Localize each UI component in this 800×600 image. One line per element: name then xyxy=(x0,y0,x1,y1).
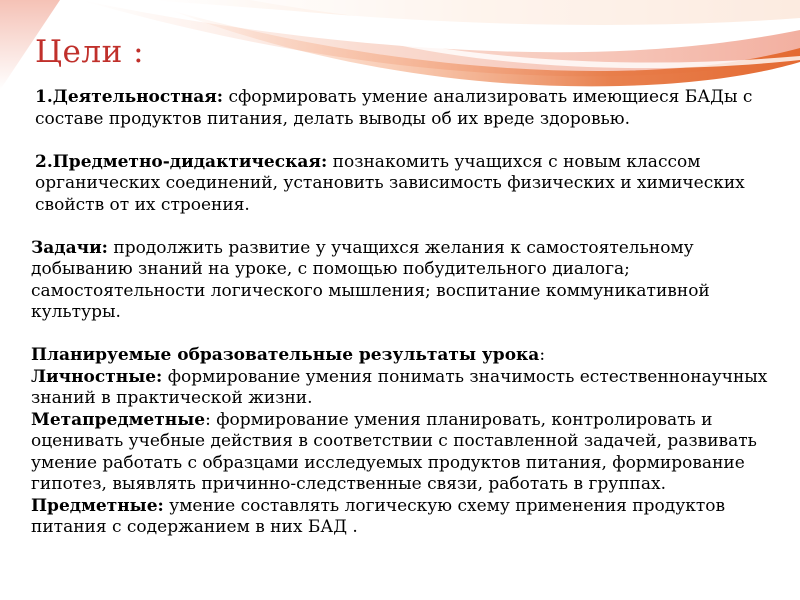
results-subject xyxy=(31,496,771,539)
goal-activity xyxy=(31,87,771,130)
results-heading-text: Планируемые образовательные результаты урока xyxy=(31,345,540,365)
results-heading xyxy=(31,345,771,367)
results-personal-text: формирование умения понимать значимость естественнонаучных знаний в практической жизни. xyxy=(31,366,768,408)
goal-didactic-text: познакомить учащихся с новым классом органических соединений, установить зависимость физических и химических свойств от их строения. xyxy=(35,151,745,215)
goal-didactic-label: 2.Предметно-дидактическая: xyxy=(35,151,328,172)
goal-didactic xyxy=(31,152,771,217)
results-subject-label: Предметные: xyxy=(31,495,164,516)
slide-content xyxy=(31,87,771,539)
spacer xyxy=(31,130,771,152)
results-meta-text: : формирование умения планировать, контролировать и оценивать учебные действия в соответствии с поставленной задачей, развивать умение работать с образцами исследуемых продуктов питания, формирование гипотез, выявлять причинно-следственные связи, работать в группах. xyxy=(31,409,757,494)
tasks-label: Задачи: xyxy=(31,237,108,258)
results-subject-text: умение составлять логическую схему применения продуктов питания с содержанием в них БАД . xyxy=(31,495,726,537)
slide-title: Цели : xyxy=(35,34,145,70)
results-personal-label: Личностные: xyxy=(31,366,163,387)
tasks-paragraph xyxy=(31,238,771,324)
tasks-text: продолжить развитие у учащихся желания к самостоятельному добыванию знаний на уроке, с помощью побудительного диалога; самостоятельности логического мышления; воспитание коммуникативной культуры. xyxy=(31,237,710,322)
results-heading-suffix: : xyxy=(539,345,546,365)
spacer xyxy=(31,216,771,238)
spacer xyxy=(31,324,771,346)
results-personal xyxy=(31,367,771,410)
results-meta-label: Метапредметные xyxy=(31,409,206,430)
goal-activity-text: сформировать умение анализировать имеющиеся БАДы с составе продуктов питания, делать выводы об их вреде здоровью. xyxy=(35,87,753,129)
goal-activity-label: 1.Деятельностная: xyxy=(35,87,224,107)
results-meta xyxy=(31,410,771,496)
